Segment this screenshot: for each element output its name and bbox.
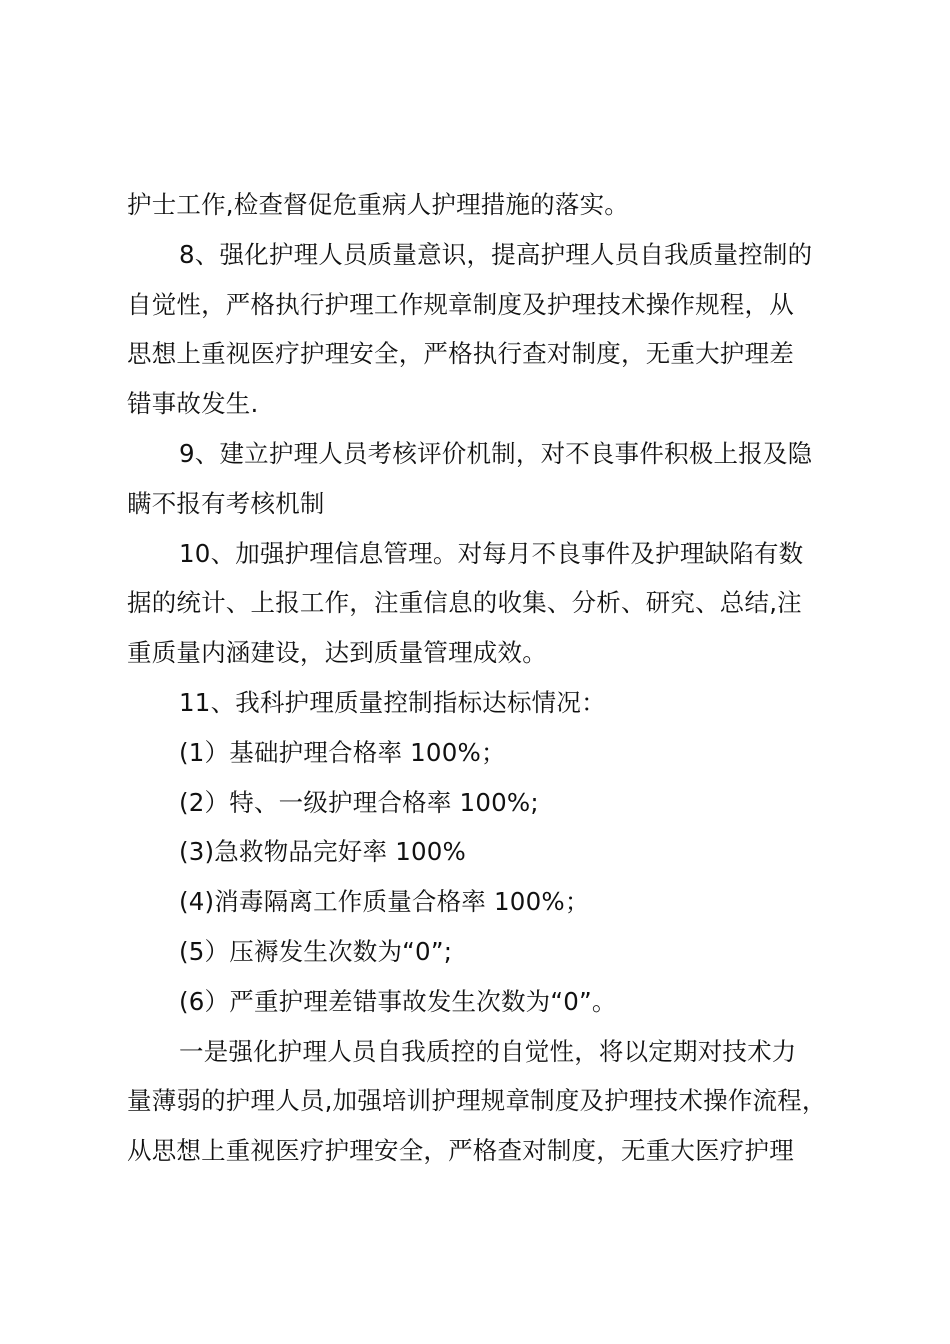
text-line: 思想上重视医疗护理安全，严格执行查对制度，无重大护理差 bbox=[127, 339, 794, 369]
text-line: 据的统计、上报工作，注重信息的收集、分析、研究、总结,注 bbox=[127, 588, 802, 618]
text-line: 重质量内涵建设，达到质量管理成效。 bbox=[127, 638, 547, 668]
text-line: (1）基础护理合格率 100%； bbox=[179, 737, 506, 767]
text-line: (3)急救物品完好率 100% bbox=[179, 837, 467, 867]
text-line: 8、强化护理人员质量意识，提高护理人员自我质量控制的 bbox=[179, 239, 813, 269]
text-line: 从思想上重视医疗护理安全，严格查对制度，无重大医疗护理 bbox=[127, 1136, 794, 1166]
text-line: 10、加强护理信息管理。对每月不良事件及护理缺陷有数 bbox=[179, 538, 804, 568]
text-line: 护士工作,检查督促危重病人护理措施的落实。 bbox=[127, 190, 629, 219]
text-line: 11、我科护理质量控制指标达标情况： bbox=[179, 687, 606, 717]
text-line: (5）压褥发生次数为“0”; bbox=[179, 936, 453, 966]
text-line: (2）特、一级护理合格率 100%; bbox=[179, 787, 539, 817]
document-body bbox=[127, 180, 837, 1176]
text-line: (6）严重护理差错事故发生次数为“0”。 bbox=[179, 986, 617, 1016]
text-line: 瞒不报有考核机制 bbox=[127, 488, 325, 518]
text-line: (4)消毒隔离工作质量合格率 100%； bbox=[179, 887, 590, 917]
text-line: 9、建立护理人员考核评价机制，对不良事件积极上报及隐 bbox=[179, 438, 813, 468]
text-line: 自觉性，严格执行护理工作规章制度及护理技术操作规程，从 bbox=[127, 289, 794, 319]
text-line: 一是强化护理人员自我质控的自觉性，将以定期对技术力 bbox=[179, 1036, 797, 1066]
text-line: 错事故发生. bbox=[127, 389, 259, 419]
text-line: 量薄弱的护理人员,加强培训护理规章制度及护理技术操作流程， bbox=[127, 1086, 827, 1116]
